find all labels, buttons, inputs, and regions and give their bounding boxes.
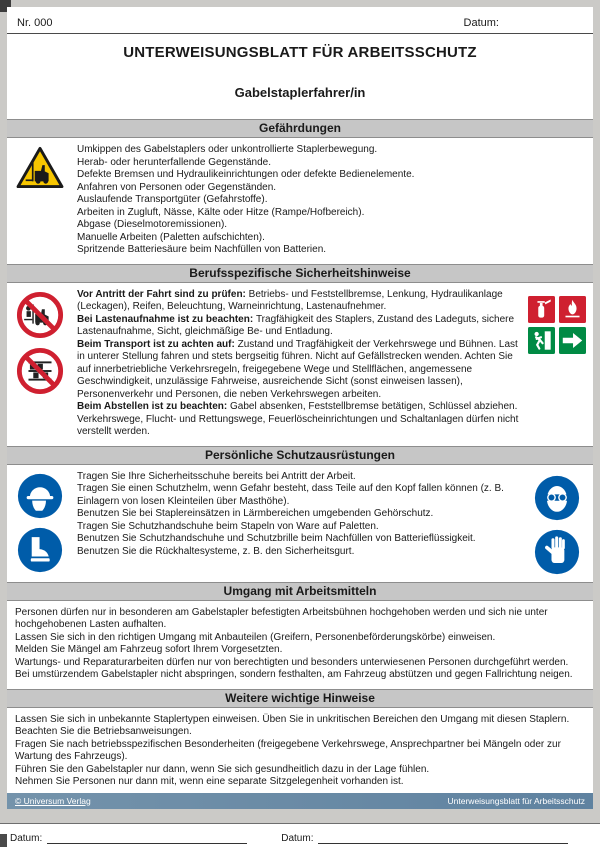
section2-text xyxy=(69,288,525,439)
document-page xyxy=(7,7,593,807)
text-line: Personen dürfen nur in besonderen am Gabelstapler befestigten Arbeitsbühnen hochgehoben werden und sich nie unter hochgehobenen Lasten aufhalten. xyxy=(15,606,548,630)
text-line: Tragen Sie einen Schutzhelm, wenn Gefahr besteht, dass Teile auf den Kopf fallen können (z. B. Einlagern von losen Kleinteilen über Masthöhe). xyxy=(77,483,504,507)
escape-route-arrow-icon xyxy=(559,327,586,354)
date-field-left xyxy=(10,831,247,844)
section-header-sicherheitshinweise: Berufsspezifische Sicherheitshinweise xyxy=(7,264,593,283)
no-climbing-racking-prohibition-icon xyxy=(16,347,64,395)
wear-safety-glasses-mandatory-icon xyxy=(534,475,580,521)
text-line: Defekte Bremsen und Hydraulikeinrichtungen oder defekte Bedienelemente. xyxy=(77,169,415,180)
date-label-right: Datum: xyxy=(281,832,314,844)
section2-icons-right xyxy=(525,288,589,439)
fire-extinguisher-icon xyxy=(528,296,555,323)
text-line: Beim Transport ist zu achten auf: Zustand und Tragfähigkeit der Verkehrswege und Bühnen. Last in unterer Stellung fahren und stets bergseitig führen. Nicht auf Gefällstrecken wenden. Achten Sie auf innerbetriebliche Verkehrsregeln, freigegebene Wege und Stellflächen, angemessene Geschwindigkeit, unzulässige Fahrweise, ausreichende Sicht (sonst einweisen lassen), Personenverkehr und Personen, die neben Verkehrswegen arbeiten. xyxy=(77,338,518,400)
text-line: Spritzende Batteriesäure beim Nachfüllen von Batterien. xyxy=(77,244,327,255)
section1-text xyxy=(69,143,589,257)
scan-artifact-bottom-left xyxy=(0,834,7,847)
text-line: Beim Abstellen ist zu beachten: Gabel absenken, Feststellbremse betätigen, Schlüssel abziehen. Verkehrswege, Flucht- und Rettungswege, Feuerlöscheinrichtungen und Schaltanlagen dürfen nicht verstellt werden. xyxy=(77,401,519,437)
section-header-schutzausruestungen: Persönliche Schutzausrüstungen xyxy=(7,446,593,465)
text-line: Tragen Sie Schutzhandschuhe beim Stapeln von Ware auf Paletten. xyxy=(77,520,379,532)
fire-flames-icon xyxy=(559,296,586,323)
text-line: Benutzen Sie die Rückhaltesysteme, z. B. den Sicherheitsgurt. xyxy=(77,545,355,557)
signature-date-strip xyxy=(0,823,600,850)
text-line: Lassen Sie sich in den richtigen Umgang mit Anbauteilen (Greifern, Personenbeförderungskörbe) einweisen. xyxy=(15,631,496,643)
text-line: Anfahren von Personen oder Gegenständen. xyxy=(77,181,277,193)
text-line: Herab- oder herunterfallende Gegenstände. xyxy=(77,156,272,168)
document-header-row xyxy=(7,7,593,34)
section-header-gefaehrdungen: Gefährdungen xyxy=(7,119,593,138)
section-header-arbeitsmittel: Umgang mit Arbeitsmitteln xyxy=(7,582,593,601)
text-line: Bei Lastenaufnahme ist zu beachten: Tragfähigkeit des Staplers, Zustand des Ladeguts, sichere Lastenaufnahme, Sicht, gleichmäßige Be- und Entladung. xyxy=(77,313,515,337)
footer-doc-type: Unterweisungsblatt für Arbeitsschutz xyxy=(447,795,585,806)
date-field-right xyxy=(281,831,568,844)
wear-safety-boots-mandatory-icon xyxy=(17,527,63,573)
text-line: Auslaufende Transportgüter (Gefahrstoffe). xyxy=(77,194,268,205)
page-footer-bar xyxy=(7,793,593,809)
page-title: UNTERWEISUNGSBLATT FÜR ARBEITSSCHUTZ xyxy=(123,44,477,61)
page-subtitle: Gabelstaplerfahrer/in xyxy=(234,85,366,100)
section1-icons-left xyxy=(11,143,69,257)
section-sicherheitshinweise xyxy=(7,286,593,443)
text-line: Fragen Sie nach betriebsspezifischen Besonderheiten (freigegebene Verkehrswege, Ansprechpartner bei Mängeln oder zur Wartung des Fahrzeugs). xyxy=(15,738,561,762)
text-line: Benutzen Sie Schutzhandschuhe und Schutzbrille beim Nachfüllen von Batterieflüssigkeit. xyxy=(77,533,476,544)
text-line: Lassen Sie sich in unbekannte Staplertypen einweisen. Üben Sie in unkritischen Bereichen den Umgang mit diesen Staplern. Beachten Sie die Betriebsanweisungen. xyxy=(15,713,570,737)
section-schutzausruestungen xyxy=(7,468,593,579)
section-gefaehrdungen xyxy=(7,141,593,261)
text-line: Nehmen Sie Personen nur dann mit, wenn eine separate Sitzgelegenheit vorhanden ist. xyxy=(15,776,404,787)
section3-icons-right xyxy=(525,470,589,575)
text-line: Abgase (Dieselmotoremissionen). xyxy=(77,219,228,230)
date-label-left: Datum: xyxy=(10,832,43,844)
no-riding-on-forks-prohibition-icon xyxy=(16,291,64,339)
fire-safety-icons xyxy=(528,293,586,354)
text-line: Manuelle Arbeiten (Paletten aufschichten). xyxy=(77,231,265,243)
section2-icons-left xyxy=(11,288,69,439)
forklift-warning-triangle-icon xyxy=(16,146,64,189)
emergency-exit-icon xyxy=(528,327,555,354)
text-line: Führen Sie den Gabelstapler nur dann, wenn Sie sich gesundheitlich dazu in der Lage fühlen. xyxy=(15,763,430,775)
section3-icons-left xyxy=(11,470,69,575)
section-arbeitsmittel-text xyxy=(7,604,593,686)
text-line: Umkippen des Gabelstaplers oder unkontrollierte Staplerbewegung. xyxy=(77,144,378,155)
wear-gloves-mandatory-icon xyxy=(534,529,580,575)
text-line: Arbeiten in Zugluft, Nässe, Kälte oder Hitze (Rampe/Hofbereich). xyxy=(77,206,365,218)
text-line: Benutzen Sie bei Staplereinsätzen in Lärmbereichen umgebenden Gehörschutz. xyxy=(77,508,434,519)
text-line: Wartungs- und Reparaturarbeiten dürfen nur von berechtigten und besonders unterwiesenen Personen durchgeführt werden. xyxy=(15,656,569,668)
section-header-weitere-hinweise: Weitere wichtige Hinweise xyxy=(7,689,593,708)
date-write-in-line-right xyxy=(318,831,568,844)
doc-date-label: Datum: xyxy=(463,17,499,29)
section-weitere-hinweise-text xyxy=(7,711,593,793)
text-line: Tragen Sie Ihre Sicherheitsschuhe bereits bei Antritt der Arbeit. xyxy=(77,470,356,482)
date-write-in-line-left xyxy=(47,831,247,844)
publisher-credit: © Universum Verlag xyxy=(15,795,91,806)
doc-number: Nr. 000 xyxy=(17,17,53,29)
wear-helmet-mandatory-icon xyxy=(17,473,63,519)
text-line: Melden Sie Mängel am Fahrzeug sofort Ihrem Vorgesetzten. xyxy=(15,644,283,655)
text-line: Vor Antritt der Fahrt sind zu prüfen: Betriebs- und Feststellbremse, Lenkung, Hydraulikanlage (Leckagen), Reifen, Beleuchtung, Warneinrichtung, Lastenaufnehmer. xyxy=(77,288,503,312)
text-line: Bei umstürzendem Gabelstapler nicht abspringen, sondern festhalten, am Fahrzeug abstützen und gegen Fallrichtung neigen. xyxy=(15,669,573,680)
section3-text xyxy=(69,470,525,575)
